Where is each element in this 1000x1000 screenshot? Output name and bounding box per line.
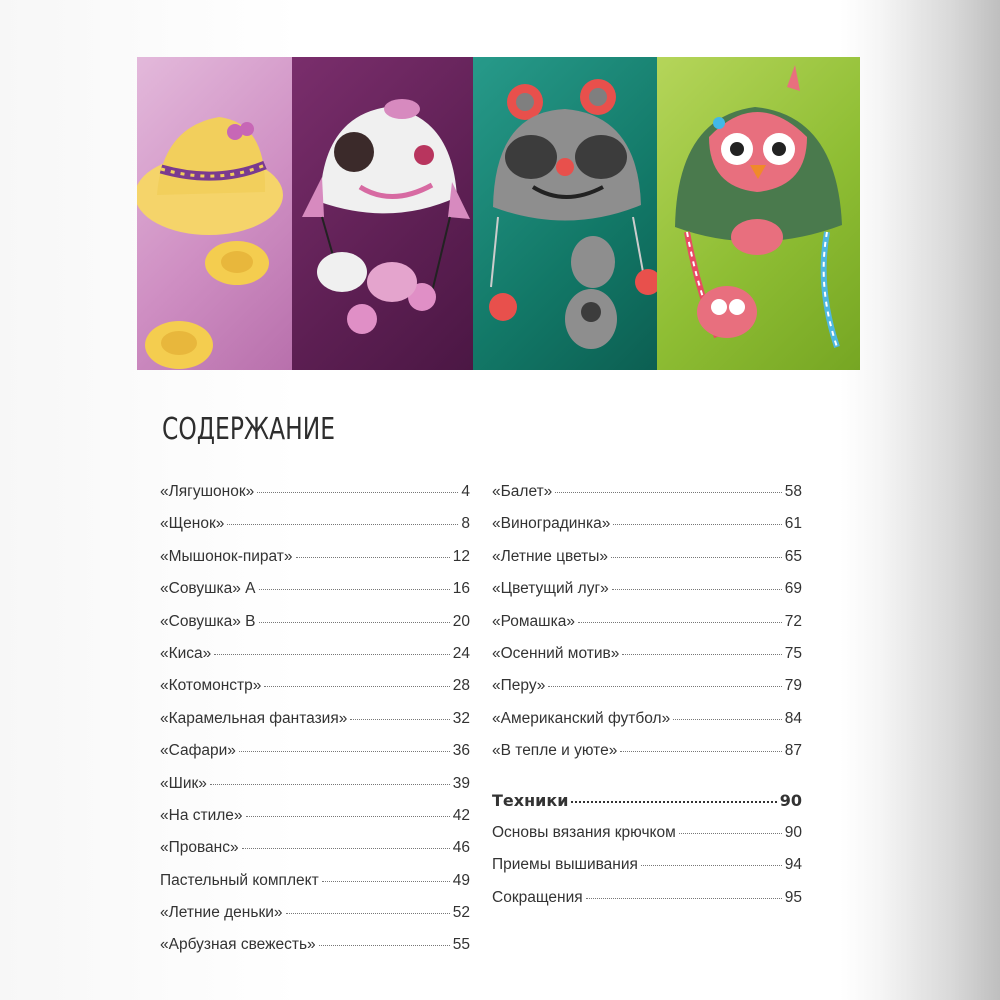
toc-entry-title: «Киса» (160, 644, 212, 662)
toc-entry-title: Приемы вышивания (492, 856, 638, 874)
toc-entry-page: 28 (452, 677, 470, 695)
toc-heading: СОДЕРЖАНИЕ (162, 412, 336, 447)
toc-entry-title: «Лягушонок» (160, 483, 255, 500)
toc-entry-page: 49 (452, 871, 470, 889)
toc-leader-dots (286, 912, 450, 914)
toc-column-right (492, 480, 802, 918)
toc-entry-title: Техники (492, 790, 569, 810)
toc-leader-dots (322, 880, 450, 882)
toc-leader-dots (622, 653, 781, 655)
photo-hat-booties-gray-mouse (473, 57, 657, 370)
toc-entry-page: 24 (452, 644, 470, 662)
toc-column-left (160, 480, 470, 966)
toc-entry-page: 65 (784, 547, 802, 565)
toc-entry (492, 674, 802, 706)
photo-hat-booties-owl-green (657, 57, 860, 370)
toc-entry-title: «Перу» (492, 677, 546, 695)
toc-entry-title: Сокращения (492, 888, 583, 906)
toc-entry-page: 12 (452, 547, 470, 565)
toc-entry-page: 69 (784, 580, 802, 598)
toc-leader-dots (578, 621, 782, 623)
toc-entry-title: «В тепле и уюте» (492, 742, 618, 760)
toc-entry (160, 545, 470, 577)
toc-entry-title: «Летние цветы» (492, 547, 609, 565)
toc-leader-dots (242, 847, 450, 849)
toc-entry (492, 853, 802, 885)
toc-entry-page: 52 (452, 904, 470, 922)
toc-entry-page: 72 (784, 612, 802, 630)
toc-leader-dots (555, 491, 781, 493)
toc-leader-dots (257, 491, 458, 493)
toc-leader-dots (210, 783, 450, 785)
toc-leader-dots (571, 800, 776, 803)
toc-entry (160, 933, 470, 965)
toc-leader-dots (548, 685, 781, 687)
toc-leader-dots (586, 897, 782, 899)
toc-leader-dots (611, 556, 782, 558)
toc-leader-dots (319, 944, 450, 946)
toc-entry (160, 772, 470, 804)
toc-leader-dots (612, 588, 782, 590)
photo-strip (137, 57, 860, 370)
toc-entry (492, 821, 802, 853)
toc-entry (160, 610, 470, 642)
toc-entry-title: Основы вязания крючком (492, 823, 676, 841)
toc-leader-dots (673, 718, 782, 720)
toc-entry-title: «Ромашка» (492, 612, 575, 630)
toc-entry-page: 90 (779, 790, 802, 810)
toc-leader-dots (239, 750, 450, 752)
toc-entry (492, 512, 802, 544)
toc-entry (160, 739, 470, 771)
toc-entry-title: «Шик» (160, 774, 207, 792)
page-fold-shadow (880, 0, 1000, 1000)
toc-entry-page: 84 (784, 709, 802, 727)
toc-entry-title: «Летние деньки» (160, 904, 283, 922)
toc-entry-title: «Американский футбол» (492, 709, 671, 727)
toc-entry-page: 58 (784, 483, 802, 500)
toc-entry-page: 39 (452, 774, 470, 792)
toc-entry-page: 61 (784, 515, 802, 533)
toc-entry-title: «Совушка» А (160, 580, 256, 598)
toc-entry-page: 87 (784, 742, 802, 760)
toc-entry-title: Пастельный комплект (160, 871, 319, 889)
toc-entry (160, 901, 470, 933)
toc-leader-dots (613, 523, 781, 525)
toc-entry (492, 707, 802, 739)
toc-leader-dots (259, 588, 450, 590)
toc-entry-title: «Совушка» В (160, 612, 256, 630)
toc-entry-page: 75 (784, 644, 802, 662)
toc-entry-title: «Балет» (492, 483, 553, 500)
toc-entry (160, 577, 470, 609)
toc-entry-page: 36 (452, 742, 470, 760)
toc-leader-dots (264, 685, 449, 687)
toc-entry-title: «На стиле» (160, 806, 243, 824)
toc-entry-title: «Щенок» (160, 515, 225, 533)
toc-entry-title: «Мышонок-пират» (160, 547, 293, 565)
toc-leader-dots (259, 621, 450, 623)
toc-entry-page: 4 (461, 483, 470, 500)
toc-entry-page: 90 (784, 823, 802, 841)
toc-leader-dots (641, 864, 782, 866)
toc-entry-title: «Арбузная свежесть» (160, 936, 316, 954)
toc-entry-page: 95 (784, 888, 802, 906)
toc-entry-title: «Цветущий луг» (492, 580, 609, 598)
toc-entry (492, 739, 802, 771)
toc-entry (492, 480, 802, 512)
toc-entry (160, 512, 470, 544)
toc-entry (492, 642, 802, 674)
toc-entry (492, 610, 802, 642)
toc-entry (160, 707, 470, 739)
toc-leader-dots (227, 523, 458, 525)
toc-entry-title: «Сафари» (160, 742, 236, 760)
toc-entry (492, 886, 802, 918)
toc-entry-page: 94 (784, 856, 802, 874)
toc-entry-title: «Осенний мотив» (492, 644, 620, 662)
toc-entry-page: 55 (452, 936, 470, 954)
toc-entry-title: «Виноградинка» (492, 515, 611, 533)
toc-entry-page: 79 (784, 677, 802, 695)
toc-entry-title: «Прованс» (160, 839, 239, 857)
photo-hat-booties-white-pink (292, 57, 473, 370)
photo-hat-booties-yellow (137, 57, 292, 370)
toc-leader-dots (296, 556, 450, 558)
toc-entry-page: 8 (461, 515, 470, 533)
toc-leader-dots (679, 832, 782, 834)
toc-entry-page: 32 (452, 709, 470, 727)
toc-entry-page: 20 (452, 612, 470, 630)
toc-entry (160, 804, 470, 836)
toc-entry (492, 577, 802, 609)
toc-entry-page: 42 (452, 806, 470, 824)
toc-entry (160, 674, 470, 706)
toc-entry (160, 869, 470, 901)
toc-entry-page: 46 (452, 839, 470, 857)
toc-section-techniques (492, 789, 802, 821)
toc-entry (492, 545, 802, 577)
toc-entry (160, 480, 470, 512)
toc-leader-dots (246, 815, 450, 817)
toc-entry-title: «Карамельная фантазия» (160, 709, 348, 727)
toc-entry (160, 836, 470, 868)
toc-leader-dots (350, 718, 449, 720)
toc-entry (160, 642, 470, 674)
toc-entry-title: «Котомонстр» (160, 677, 262, 695)
toc-leader-dots (214, 653, 449, 655)
toc-entry-page: 16 (452, 580, 470, 598)
toc-leader-dots (620, 750, 781, 752)
